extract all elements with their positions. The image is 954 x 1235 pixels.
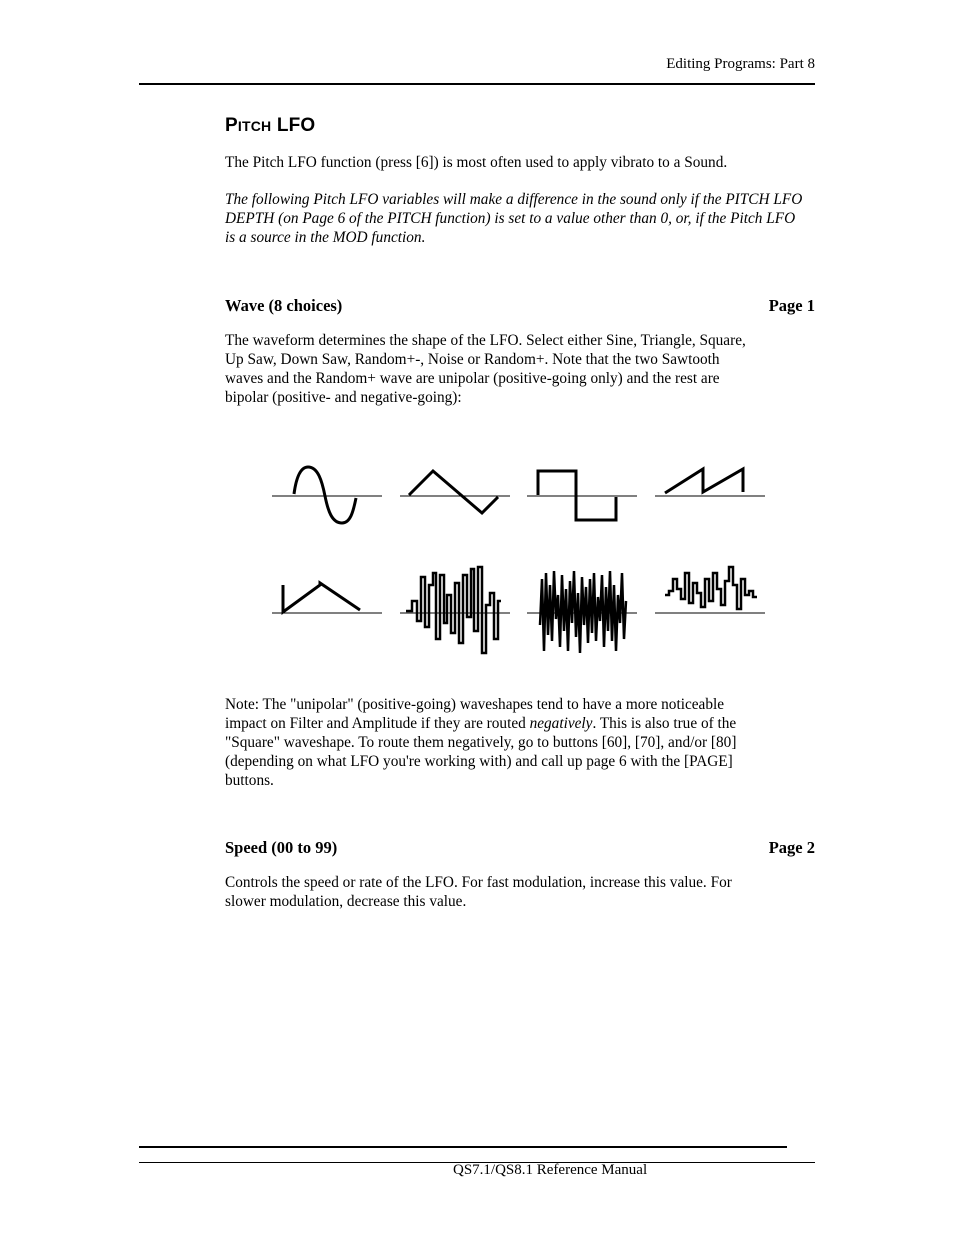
wave-description-line: The waveform determines the shape of the LFO. Select either Sine, Triangle, Square, [225,332,746,349]
unipolar-note-line: (depending on what LFO you're working with) and call up page 6 with the [PAGE] [225,753,733,770]
running-footer: QS7.1/QS8.1 Reference Manual [453,1162,648,1178]
speed-parameter-page: Page 2 [768,838,815,857]
wave-description [225,331,817,407]
footer-rule-thick [139,1146,787,1148]
wave-description-line: waves and the Random+ wave are unipolar (positive-going only) and the rest are [225,370,720,387]
intro-note-line: DEPTH (on Page 6 of the PITCH function) is set to a value other than 0, or, if the Pitch LFO [225,210,796,227]
intro-note [225,190,817,247]
section-title [225,115,315,137]
note-emphasis: negatively [529,715,593,732]
triangle-wave-icon [409,471,498,513]
wave-parameter-name: Wave (8 choices) [225,296,343,315]
note-text-after: . This is also true of the [592,715,737,732]
unipolar-note-line: buttons. [225,772,274,789]
speed-parameter-name: Speed (00 to 99) [225,838,338,857]
intro-note-line: The following Pitch LFO variables will make a difference in the sound only if the PITCH LFO [225,191,803,208]
running-header: Editing Programs: Part 8 [666,56,815,72]
random-unipolar-wave-icon [665,567,757,609]
up-saw-wave-icon [665,469,743,493]
waveform-baselines [272,496,765,613]
section-title-initial: P [225,115,238,136]
intro-note-line: is a source in the MOD function. [225,229,426,246]
section-title-smallcaps: ITCH [237,118,272,134]
wave-description-line: Up Saw, Down Saw, Random+-, Noise or Random+. Note that the two Sawtooth [225,351,720,368]
section-title-rest: LFO [271,115,316,136]
intro-paragraph: The Pitch LFO function (press [6]) is most often used to apply vibrato to a Sound. [225,154,728,171]
wave-description-line: bipolar (positive- and negative-going): [225,389,462,406]
header-rule [139,83,815,85]
speed-description [225,873,817,911]
sine-wave-icon [294,467,356,523]
unipolar-note-line: "Square" waveshape. To route them negatively, go to buttons [60], [70], and/or [80] [225,734,737,751]
note-text-before: impact on Filter and Amplitude if they are routed [225,715,530,732]
speed-description-line: slower modulation, decrease this value. [225,893,467,910]
noise-wave-icon [540,571,626,653]
speed-description-line: Controls the speed or rate of the LFO. For fast modulation, increase this value. For [225,874,732,891]
down-saw-wave-icon [283,583,360,612]
wave-parameter-page: Page 1 [768,296,815,315]
unipolar-note-line [225,714,817,733]
waveform-illustrations [260,455,775,665]
unipolar-note [225,695,817,790]
unipolar-note-line: Note: The "unipolar" (positive-going) waveshapes tend to have a more noticeable [225,696,725,713]
random-bipolar-wave-icon [406,567,501,653]
